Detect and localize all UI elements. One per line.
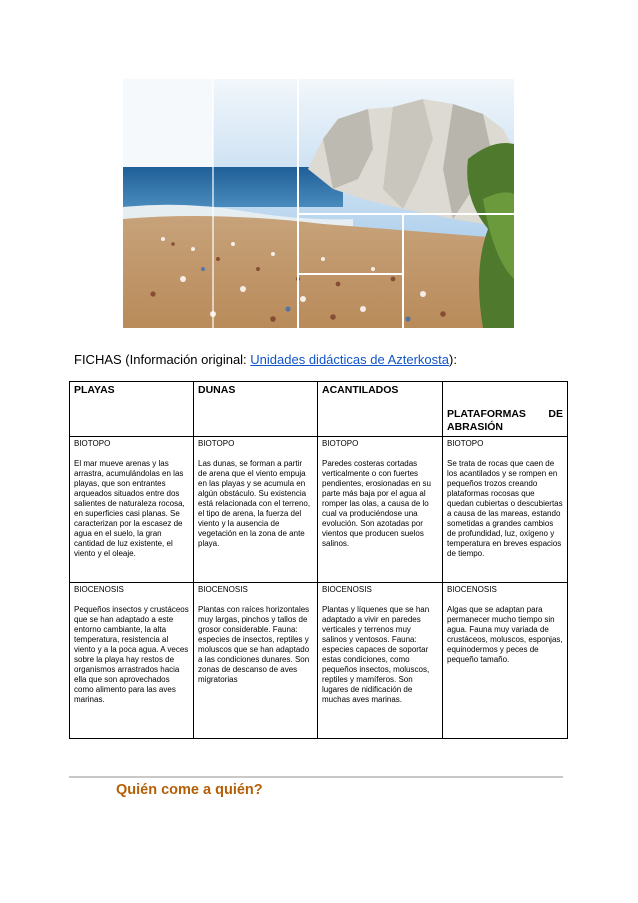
table-header-row: [70, 382, 568, 437]
header-plataformas: PLATAFORMAS DE ABRASIÓN: [443, 382, 568, 437]
collage-photo: [123, 79, 514, 328]
azterkosta-link[interactable]: Unidades didácticas de Azterkosta: [250, 352, 450, 367]
cell-biotopo-dunas: BIOTOPO Las dunas, se forman a partir de arena que el viento empuja en las playas y se acumula en algún obstáculo. Su existencia está relacionada con el terreno, el tipo de arena, la fuerza del viento y la ausencia de vegetación en la zona de ante playa.: [194, 437, 318, 583]
cell-biocenosis-plataformas: BIOCENOSIS Algas que se adaptan para permanecer mucho tiempo sin agua. Fauna muy variada de crustáceos, moluscos, esponjas, equinodermos y peces de pequeño tamaño.: [443, 583, 568, 739]
header-dunas: DUNAS: [194, 382, 318, 437]
fichas-suffix: ):: [449, 352, 457, 367]
cell-biotopo-plataformas: BIOTOPO Se trata de rocas que caen de los acantilados y se rompen en pequeños trozos creando plataformas rocosas que quedan cubiertas o descubiertas a causa de las mareas, estando sometidas a grandes cambios de profundidad, luz, oxígeno y temperatura en breves espacios de tiempo.: [443, 437, 568, 583]
collage-image: [123, 79, 514, 328]
quien-come-heading: Quién come a quién?: [116, 782, 263, 798]
table-row-biotopo: [70, 437, 568, 583]
cell-biocenosis-playas: BIOCENOSIS Pequeños insectos y crustáceos que se han adaptado a este entorno cambiante, la alta temperatura, resistencia al viento y a la poca agua. A veces sobre la playa hay restos de organismos arrastrados hacia ella que son aprovechados como alimento para las aves marinas.: [70, 583, 194, 739]
header-playas: PLAYAS: [70, 382, 194, 437]
ecosystem-table: [69, 381, 568, 739]
horizontal-divider: [69, 776, 563, 778]
fichas-heading: [74, 352, 457, 367]
fichas-prefix: FICHAS (Información original:: [74, 352, 251, 367]
cell-biocenosis-dunas: BIOCENOSIS Plantas con raíces horizontales muy largas, pinchos y tallos de grosor considerable. Fauna: especies de insectos, reptiles y moluscos que se han adaptado a las condiciones dunares. Son zonas de descanso de aves migratorias: [194, 583, 318, 739]
cell-biotopo-acantilados: BIOTOPO Paredes costeras cortadas verticalmente o con fuertes pendientes, erosionadas en su parte más baja por el agua al romper las olas, a causa de lo cual va produciéndose una evolución. Son azotadas por vientos que producen suelos salinos.: [318, 437, 443, 583]
cell-biocenosis-acantilados: BIOCENOSIS Plantas y líquenes que se han adaptado a vivir en paredes verticales y terrenos muy salinos y ventosos. Fauna: especies capaces de soportar estas condiciones, como pequeños insectos, moluscos, reptiles y mamíferos. Son lugares de nidificación de muchas aves marinas.: [318, 583, 443, 739]
table-row-biocenosis: [70, 583, 568, 739]
cell-biotopo-playas: BIOTOPO El mar mueve arenas y las arrastra, acumulándolas en las playas, que son entrantes arqueados situados entre dos salientes de naturaleza rocosa, en superficies casi planas. Se caracterizan por la escasez de agua en el suelo, la gran cantidad de luz existente, el viento y el oleaje.: [70, 437, 194, 583]
header-acantilados: ACANTILADOS: [318, 382, 443, 437]
